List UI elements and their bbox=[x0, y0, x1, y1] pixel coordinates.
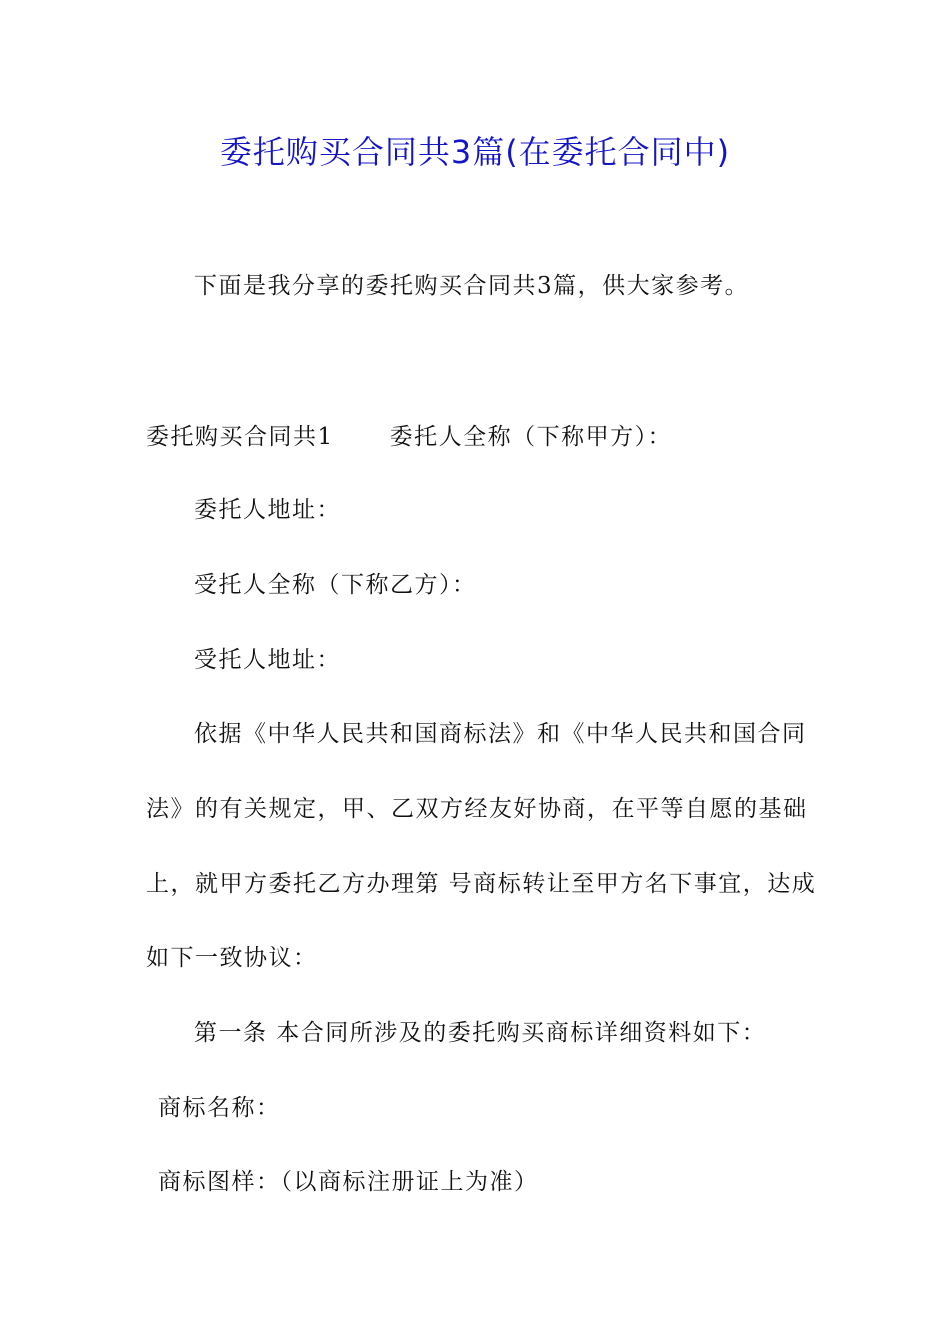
principal-name-label: 委托人全称（下称甲方）： bbox=[389, 424, 673, 450]
paragraph-line: 上，就甲方委托乙方办理第 号商标转让至甲方名下事宜，达成 bbox=[146, 871, 817, 897]
section-heading-line bbox=[146, 421, 672, 453]
trademark-image-label: 商标图样：（以商标注册证上为准） bbox=[158, 1169, 539, 1195]
principal-address-label: 委托人地址： bbox=[194, 497, 341, 523]
trademark-name-label: 商标名称： bbox=[158, 1095, 281, 1121]
intro-paragraph: 下面是我分享的委托购买合同共3篇，供大家参考。 bbox=[194, 273, 750, 299]
paragraph-line: 法》的有关规定，甲、乙双方经友好协商，在平等自愿的基础 bbox=[146, 796, 808, 822]
article-one-line: 第一条 本合同所涉及的委托购买商标详细资料如下： bbox=[194, 1020, 767, 1046]
paragraph-line: 依据《中华人民共和国商标法》和《中华人民共和国合同 bbox=[194, 721, 807, 747]
document-title: 委托购买合同共3篇(在委托合同中) bbox=[219, 133, 731, 171]
agent-address-label: 受托人地址： bbox=[194, 647, 341, 673]
agent-name-label: 受托人全称（下称乙方）： bbox=[194, 572, 477, 598]
section-label: 委托购买合同共1 bbox=[146, 424, 334, 450]
paragraph-line: 如下一致协议： bbox=[146, 945, 318, 971]
